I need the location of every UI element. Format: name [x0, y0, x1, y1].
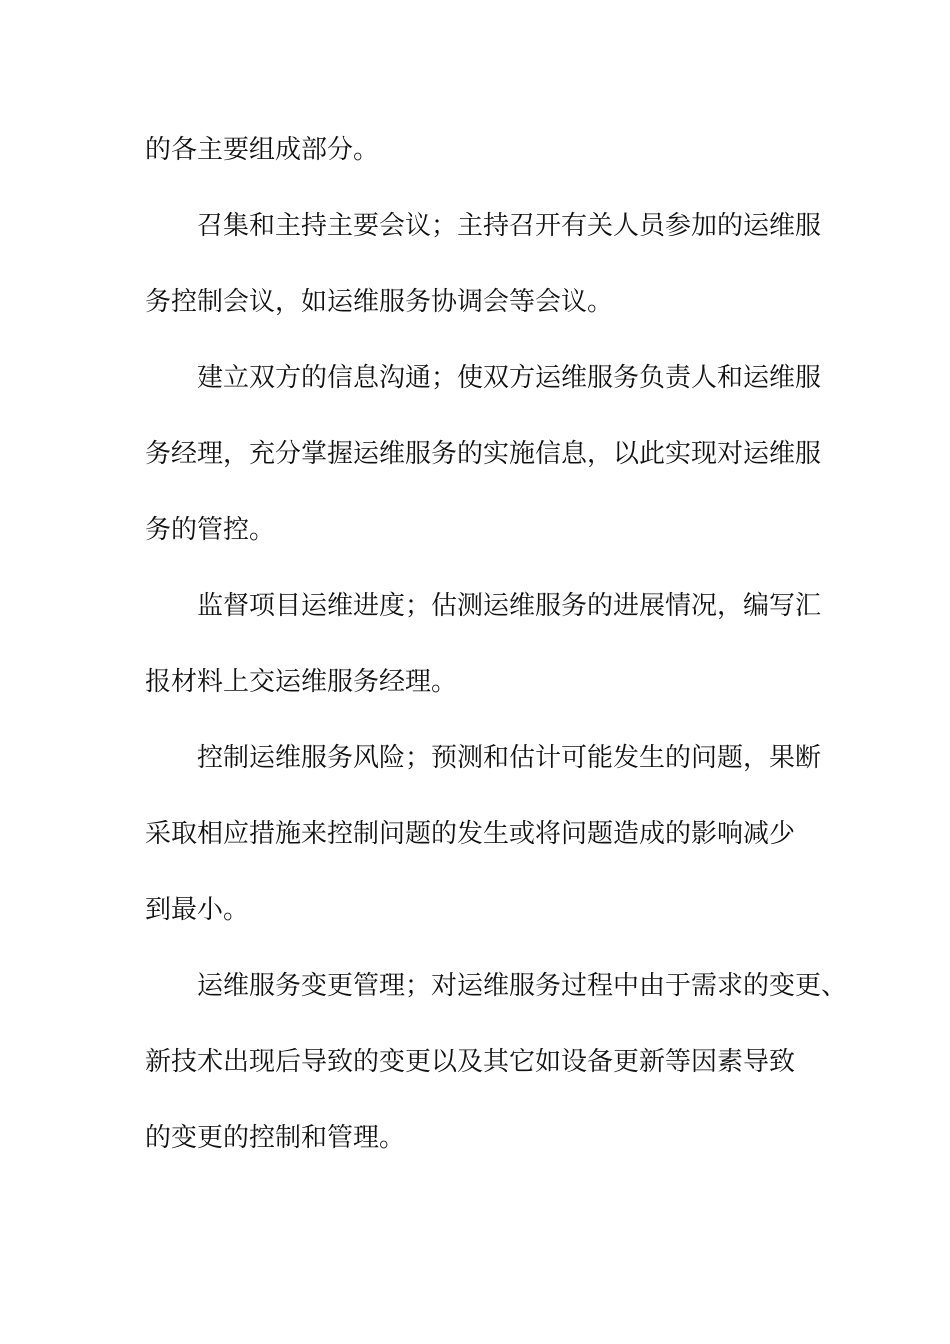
text-line: 务的管控。	[145, 515, 276, 545]
text-line: 务经理，充分掌握运维服务的实施信息，以此实现对运维服	[145, 439, 822, 469]
text-line: 的变更的控制和管理。	[145, 1123, 406, 1153]
text-line: 的各主要组成部分。	[145, 135, 380, 165]
paragraph	[145, 202, 835, 354]
text-line: 到最小。	[145, 895, 250, 925]
paragraph	[145, 126, 835, 202]
paragraph	[145, 582, 835, 734]
paragraph	[145, 734, 835, 962]
text-line: 监督项目运维进度；估测运维服务的进展情况，编写汇	[197, 591, 822, 621]
text-line: 控制运维服务风险；预测和估计可能发生的问题，果断	[197, 743, 822, 773]
text-line: 召集和主持主要会议；主持召开有关人员参加的运维服	[197, 211, 822, 241]
text-line: 运维服务变更管理；对运维服务过程中由于需求的变更、	[197, 971, 848, 1001]
text-line: 务控制会议，如运维服务协调会等会议。	[145, 287, 614, 317]
text-line: 建立双方的信息沟通；使双方运维服务负责人和运维服	[197, 363, 822, 393]
text-line: 新技术出现后导致的变更以及其它如设备更新等因素导致	[145, 1047, 796, 1077]
paragraph	[145, 962, 848, 1190]
text-line: 采取相应措施来控制问题的发生或将问题造成的影响减少	[145, 819, 796, 849]
text-line: 报材料上交运维服务经理。	[145, 667, 458, 697]
paragraph	[145, 354, 835, 582]
document-body	[145, 126, 848, 1190]
